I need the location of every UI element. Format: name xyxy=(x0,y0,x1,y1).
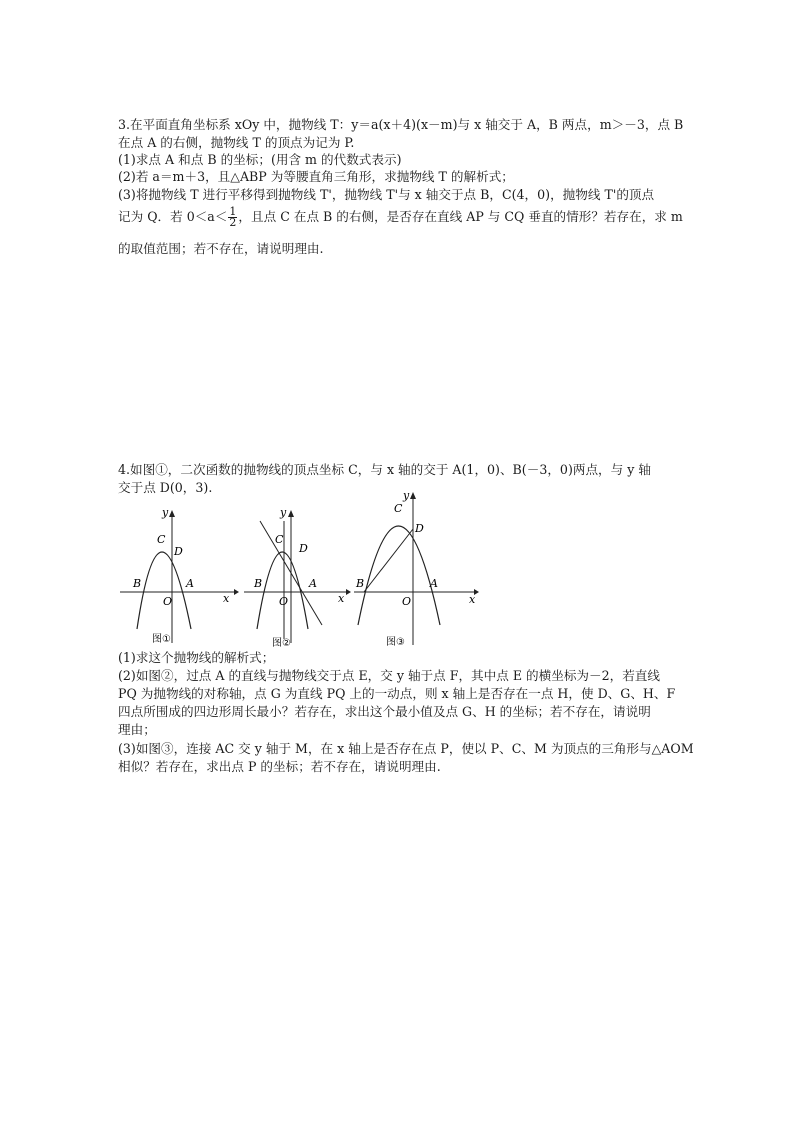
label-A: A xyxy=(430,577,438,590)
figure-1-caption: 图① xyxy=(152,634,171,645)
label-A: A xyxy=(309,577,317,590)
p4-question-2-line-1: (2)如图②，过点 A 的直线与抛物线交于点 E，交 y 轴于点 F，其中点 E 的横坐标为－2，若直线 xyxy=(118,668,660,683)
label-D: D xyxy=(415,522,424,535)
x-axis-arrow xyxy=(234,589,239,595)
y-axis-arrow xyxy=(410,492,416,499)
label-C: C xyxy=(157,533,166,546)
p3-question-1: (1)求点 A 和点 B 的坐标；(用含 m 的代数式表示) xyxy=(118,152,402,167)
p4-question-2-line-4: 理由； xyxy=(118,722,156,737)
label-C: C xyxy=(394,502,403,515)
figure-3-caption: 图③ xyxy=(386,637,405,648)
fraction-numerator: 1 xyxy=(229,205,237,218)
parabola xyxy=(257,552,308,629)
p3-question-3-line-3: 的取值范围；若不存在，请说明理由. xyxy=(118,241,324,256)
label-D: D xyxy=(174,545,183,558)
label-y: y xyxy=(403,489,410,502)
p3-line-2: 在点 A 的右侧，抛物线 T 的顶点为记为 P. xyxy=(118,135,355,150)
label-D: D xyxy=(299,542,308,555)
p3-q3-text-pre: 记为 Q．若 0＜a＜ xyxy=(118,209,228,224)
figure-2-caption: 图② xyxy=(272,638,291,649)
p3-q3-text-post: ，且点 C 在点 B 的右侧，是否存在直线 AP 与 CQ 垂直的情形？若存在，求 m xyxy=(238,209,683,224)
label-B: B xyxy=(356,577,365,590)
label-B: B xyxy=(254,577,263,590)
y-axis-arrow xyxy=(288,510,294,517)
parabola xyxy=(137,552,191,629)
label-A: A xyxy=(186,577,194,590)
p4-question-3-line-2: 相似？若存在，求出点 P 的坐标；若不存在，请说明理由. xyxy=(118,759,441,774)
x-axis-arrow xyxy=(346,589,351,595)
figure-2 xyxy=(242,505,352,649)
label-y: y xyxy=(162,506,169,519)
p3-question-3-line-2 xyxy=(118,207,683,228)
y-axis-arrow xyxy=(169,510,175,517)
p4-question-1: (1)求这个抛物线的解析式； xyxy=(118,650,275,665)
fraction-one-half xyxy=(228,207,237,228)
label-y: y xyxy=(280,506,287,519)
label-x: x xyxy=(469,593,476,606)
p3-line-1: 3.在平面直角坐标系 xOy 中，抛物线 T：y＝a(x＋4)(x－m)与 x 轴交于 A，B 两点，m＞－3，点 B xyxy=(118,117,684,132)
label-x: x xyxy=(338,592,345,605)
p4-question-2-line-3: 四点所围成的四边形周长最小？若存在，求出这个最小值及点 G、H 的坐标；若不存在，请说明 xyxy=(118,704,651,719)
label-C: C xyxy=(275,533,284,546)
p4-line-1: 4.如图①，二次函数的抛物线的顶点坐标 C，与 x 轴的交于 A(1，0)、B(－3，0)两点，与 y 轴 xyxy=(118,462,651,477)
p3-question-3-line-1: (3)将抛物线 T 进行平移得到抛物线 T'，抛物线 T'与 x 轴交于点 B，C(4，0)，抛物线 T'的顶点 xyxy=(118,187,655,202)
label-O: O xyxy=(279,595,289,608)
figure-1 xyxy=(116,505,240,649)
label-x: x xyxy=(223,592,230,605)
label-O: O xyxy=(402,595,412,608)
fraction-denominator: 2 xyxy=(229,216,237,229)
p4-question-3-line-1: (3)如图③，连接 AC 交 y 轴于 M，在 x 轴上是否存在点 P，使以 P、C、M 为顶点的三角形与△AOM xyxy=(118,741,694,756)
p3-question-2: (2)若 a＝m＋3，且△ABP 为等腰直角三角形，求抛物线 T 的解析式； xyxy=(118,169,514,184)
line-BD xyxy=(364,529,413,592)
parabola xyxy=(358,526,440,625)
label-B: B xyxy=(133,577,142,590)
p4-line-2: 交于点 D(0，3). xyxy=(118,480,213,495)
p4-question-2-line-2: PQ 为抛物线的对称轴，点 G 为直线 PQ 上的一动点，则 x 轴上是否存在一点 H，使 D、G、H、F xyxy=(118,686,676,701)
label-O: O xyxy=(163,595,173,608)
figure-3 xyxy=(352,485,482,649)
